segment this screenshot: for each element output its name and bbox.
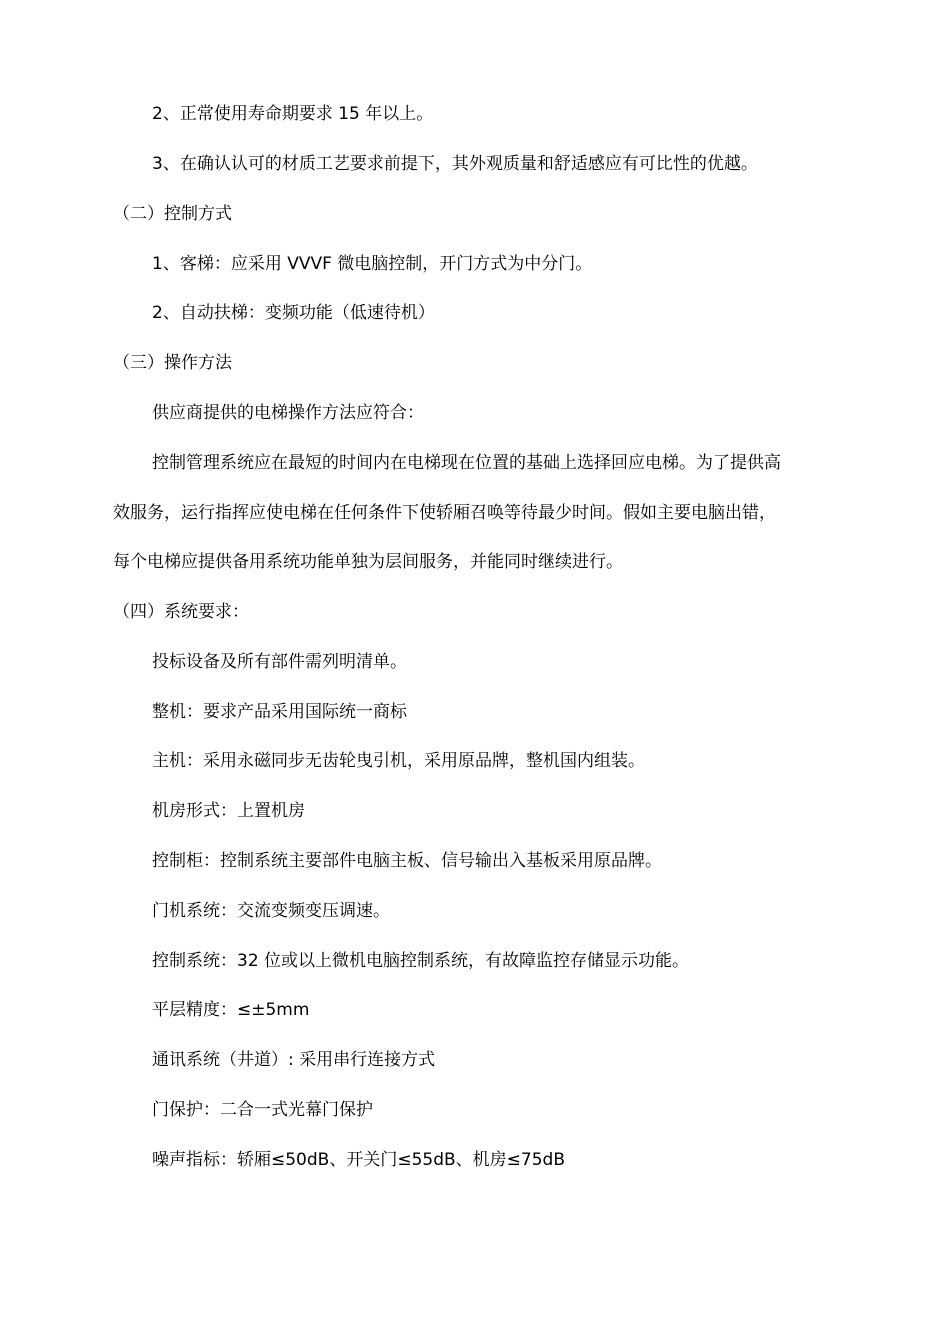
paragraph-operation-line2: 效服务，运行指挥应使电梯在任何条件下使轿厢召唤等待最少时间。假如主要电脑出错， (113, 503, 776, 523)
paragraph-noise: 噪声指标：轿厢≤50dB、开关门≤55dB、机房≤75dB (152, 1150, 565, 1170)
paragraph-door-system: 门机系统：交流变频变压调速。 (152, 901, 390, 921)
paragraph-lifespan: 2、正常使用寿命期要求 15 年以上。 (152, 104, 434, 124)
section-heading-control: （二）控制方式 (113, 204, 232, 224)
paragraph-leveling: 平层精度：≤±5mm (152, 1000, 310, 1020)
paragraph-escalator: 2、自动扶梯：变频功能（低速待机） (152, 303, 435, 323)
paragraph-quality: 3、在确认认可的材质工艺要求前提下，其外观质量和舒适感应有可比性的优越。 (152, 154, 758, 174)
paragraph-main-unit: 主机：采用永磁同步无齿轮曳引机，采用原品牌，整机国内组装。 (152, 751, 645, 771)
paragraph-control-cabinet: 控制柜：控制系统主要部件电脑主板、信号输出入基板采用原品牌。 (152, 851, 662, 871)
paragraph-machine-room: 机房形式：上置机房 (152, 801, 305, 821)
section-heading-system: （四）系统要求： (113, 602, 249, 622)
paragraph-operation-line1: 控制管理系统应在最短的时间内在电梯现在位置的基础上选择回应电梯。为了提供高 (152, 453, 781, 473)
paragraph-passenger-elevator: 1、客梯：应采用 VVVF 微电脑控制，开门方式为中分门。 (152, 254, 593, 274)
paragraph-control-system: 控制系统：32 位或以上微机电脑控制系统，有故障监控存储显示功能。 (152, 951, 690, 971)
paragraph-door-protection: 门保护：二合一式光幕门保护 (152, 1100, 373, 1120)
paragraph-equipment-list: 投标设备及所有部件需列明清单。 (152, 652, 407, 672)
paragraph-operation-intro: 供应商提供的电梯操作方法应符合： (152, 403, 424, 423)
section-heading-operation: （三）操作方法 (113, 353, 232, 373)
paragraph-operation-line3: 每个电梯应提供备用系统功能单独为层间服务，并能同时继续进行。 (113, 552, 623, 572)
paragraph-communication: 通讯系统（井道）: 采用串行连接方式 (152, 1050, 436, 1070)
paragraph-machine: 整机：要求产品采用国际统一商标 (152, 702, 407, 722)
